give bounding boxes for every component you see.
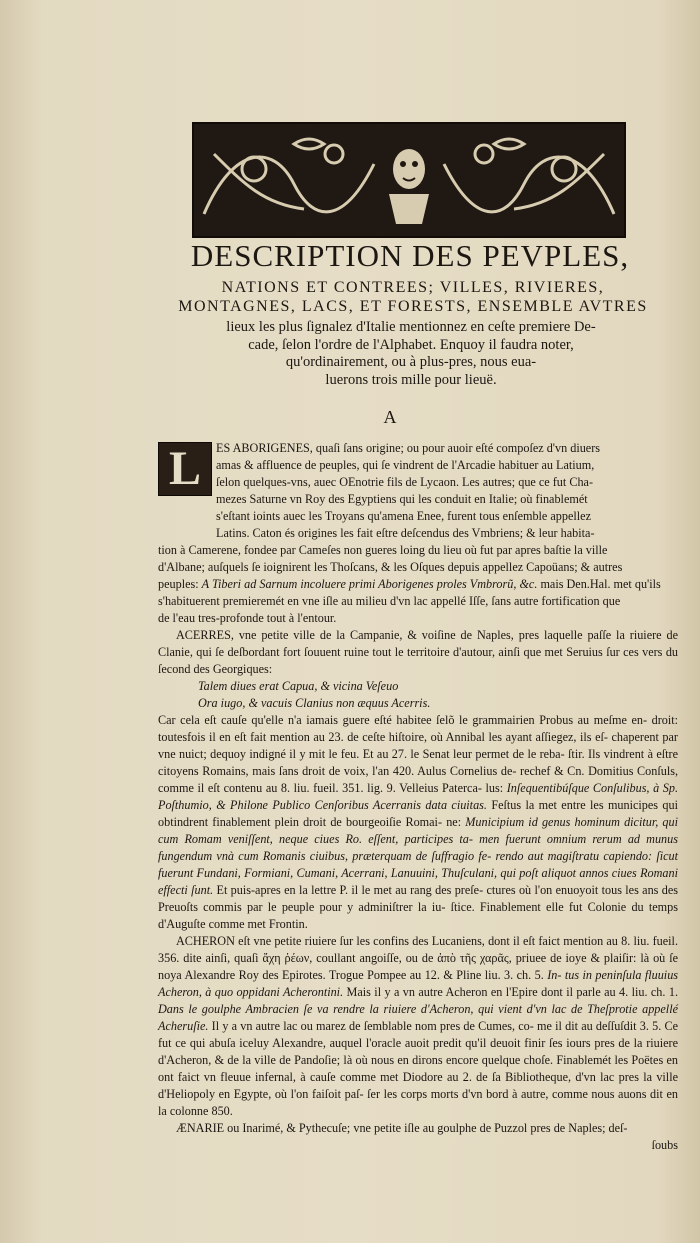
text-line: Latins. Caton és origines les fait eſtre deſcendus des Vmbriens; & leur habita- bbox=[216, 526, 595, 540]
text-line: ÆNARIE ou Inarimé, & Pythecuſe; vne petite iſle au goulphe de Puzzol pres de Naples; deſ- bbox=[176, 1121, 628, 1135]
entry-aenarie bbox=[158, 1120, 678, 1137]
text-line: d'Albane; auſquels ſe ioignirent les Thoſcans, & les Oſques depuis appellez Capoüans; & autres bbox=[158, 560, 623, 574]
text-span: Mais il y a vn autre Acheron en l'Epire bbox=[346, 985, 538, 999]
intro-paragraph bbox=[206, 319, 616, 389]
text-span: ne: bbox=[446, 815, 462, 829]
text-line: ſer les corps morts d'vn bord à autre, comme nous auons dit en la colonne 850. bbox=[158, 1087, 678, 1118]
text-span: Et puis-apres en la lettre P. il le met au rang des preſe- bbox=[216, 883, 484, 897]
intro-line: luerons trois mille pour lieuë. bbox=[325, 371, 497, 388]
text-line: ACHERON eſt vne petite riuiere ſur les confins des Lucaniens, dont il eſt faict mention au 8. liu. bbox=[176, 934, 650, 948]
body-text bbox=[158, 440, 678, 1154]
text-span: Il y a vn autre lac ou marez de ſemblable nom pres de Cumes, co- bbox=[211, 1019, 534, 1033]
entry-acheron bbox=[158, 933, 678, 1120]
catchword: ſoubs bbox=[651, 1138, 678, 1152]
text-line: droit: toutesfois il en eſt fait mention au 23. de ceſte hiſtoire, où Annibal les ayant aſſiegez, ils eſ- bbox=[158, 713, 679, 744]
text-line: ACERRES, vne petite ville de la Campanie, & voiſine de Naples, pres laquelle paſſe la riuiere bbox=[176, 628, 662, 642]
latin-quote: Inſequentibúſque Conſulibus, à Sp. Poſthumio, & Philone Publico Cenſoribus Acerranis data ciuitas. bbox=[158, 781, 679, 812]
text-span: mais Den.Hal. met qu'ils bbox=[540, 577, 661, 591]
text-line: s'habituerent premieremét en vne iſle au milieu d'vn lac appellé Iſſe, ſans autre fortification que bbox=[158, 594, 621, 608]
text-line: fueil. 356. dite ainſi, quaſi ἄχη ῥέων, coullant angoiſſe, ou de ἀπὸ τῆς χαρᾶς, priuee de ioye & bbox=[158, 934, 678, 965]
intro-line: lieux les plus ſignalez d'Italie mentionnez en ceſte premiere De- bbox=[226, 319, 596, 335]
latin-quote: Municipium id genus hominum dicitur, qui cum Romam veniſſent, neque ciues Ro. eſſent, participes ta- bbox=[158, 815, 679, 846]
text-span: peuples: bbox=[158, 577, 199, 591]
text-line: ES ABORIGENES, quaſi ſans origine; ou pour auoir eſté compoſez d'vn diuers bbox=[216, 441, 601, 455]
latin-quote: rendo aut magiſtratu capiendo: ſicut fuerunt Fundani, Formiani, Cumani, Acerrani, Lanuuini, Thuſculani, bbox=[158, 849, 678, 880]
text-line: de Clanie, qui ſe deſbordant fort ſouuent ruine tout le territoire d'autour, ainſi que met Seruius bbox=[158, 628, 679, 659]
text-line: ſelon quelques-vns, auec OEnotrie fils de Lycaon. Les autres; que ce fut Cha- bbox=[216, 475, 594, 489]
text-line: amas & affluence de peuples, qui ſe vindrent de l'Arcadie habituer au Latium, bbox=[216, 458, 595, 472]
italic-quote: lac de Theſprotie appellé Acheruſie. bbox=[158, 1002, 678, 1033]
text-line: mezes Saturne vn Roy des Egyptiens qui les conduit en Italie; où finablemét bbox=[216, 492, 588, 506]
subtitle-line: NATIONS ET CONTREES; VILLES, RIVIERES, bbox=[221, 279, 605, 296]
latin-quote: In- bbox=[547, 968, 562, 982]
subtitle-line: MONTAGNES, LACS, ET FORESTS, ENSEMBLE AVTRES bbox=[178, 298, 648, 315]
text-line: rechef & Cn. Domitius Conſuls, comme il eſt contenu au 8. liu. fueil. 351. lig. 9. Velleius Paterca- bbox=[158, 764, 679, 795]
text-line: ſtice. Finablement elle fut Colonie du temps d'Auguſte comme met Frontin. bbox=[158, 900, 678, 931]
verse-line: Ora iugo, & vacuis Clanius non æquus Acerris. bbox=[198, 696, 431, 710]
text-line: encore quelque choſe. Finablemét les Poëtes en ont faict vn fleuue infernal, à cauſe comme met bbox=[158, 1053, 679, 1084]
verse-quote bbox=[158, 678, 678, 712]
entry-aborigenes bbox=[158, 440, 678, 627]
latin-quote: A Tiberi ad Sarnum incoluere primi Aborigenes proles Vmbrorũ, &c. bbox=[201, 577, 538, 591]
text-span: dont il parle au 4. liu. ch. 1. bbox=[541, 985, 678, 999]
subtitle bbox=[168, 278, 658, 316]
verse-line: Talem diues erat Capua, & vicina Veſeuo bbox=[198, 679, 399, 693]
latin-quote: tus in peninſula fluuius Acheron, à quo oppidani Acherontini. bbox=[158, 968, 679, 999]
text-line: chaperent par vne nuict; dequoy indigné il y mit le feu. Et au 27. le Senat leur permet de le reba- bbox=[158, 730, 678, 761]
text-span: lus: bbox=[485, 781, 504, 795]
entry-acerres-continued bbox=[158, 712, 678, 933]
floral-ornament-icon bbox=[194, 124, 624, 236]
text-line: ſtir. Ils vindrent à eſtre citoyens Romains, mais ſans droit de voix, l'an 420. Aulus Cornelius de- bbox=[158, 747, 679, 778]
catchword-line bbox=[158, 1137, 678, 1154]
latin-quote: men fuerunt omnium rerum ad munus fungendum vnà cum Romanis ciuibus, præterquam de ſuffragio fe- bbox=[158, 832, 678, 863]
text-line: de l'eau tres-profonde tout à l'entour. bbox=[158, 611, 337, 625]
latin-quote: qui poſt aliquot annos ciues Romani effecti ſunt. bbox=[158, 866, 678, 897]
text-line: ſur ces vers du ſecond des Georgiques: bbox=[158, 645, 679, 676]
section-letter: A bbox=[383, 407, 397, 427]
floral-headpiece-ornament bbox=[192, 122, 626, 238]
page-title: DESCRIPTION DES PEVPLES, bbox=[190, 238, 630, 273]
text-line: Car cela eſt cauſe qu'elle n'a iamais guere eſté habitee ſelõ le grammairien Probus au meſme en- bbox=[158, 713, 648, 727]
text-line: ctures où l'on enuoyoit tous les ans des Preuoſts commis par le peuple pour y adminiſtrer la iu- bbox=[158, 883, 679, 914]
intro-line: qu'ordinairement, ou à plus-pres, nous eua- bbox=[285, 354, 537, 370]
entry-acerres bbox=[158, 627, 678, 678]
text-span: plaiſir: là où ſe noya Alexandre Roy des Epirotes. Trogue Pompee au 12. & Pline liu. 3. ch. 5. bbox=[158, 951, 678, 982]
italic-quote: Dans le goulphe Ambracien ſe va rendre la riuiere d'Acheron, qui vient d'vn bbox=[158, 1002, 547, 1016]
text-line: Diodore au 2. de ſa Bibliotheque, d'vn lac pres la ville d'Heliopoly en Egypte, où l'on faiſoit paſ- bbox=[158, 1070, 678, 1101]
dropcap-letter: L bbox=[168, 442, 201, 495]
text-line: Feſtus la met entre les municipes qui obtindrent finablement plein droit de bourgeoiſie Romai- bbox=[158, 798, 678, 829]
text-line: s'eſtant ioints auec les Troyans qu'amena Enee, furent tous enſemble appellez bbox=[216, 509, 591, 523]
text-line: tion à Camerene, fondee par Cameſes non gueres loing du lieu où fut par apres baſtie la ville bbox=[158, 543, 608, 557]
text-line: deuoit finir ſes iours pres de la riuiere d'Acheron, & de la ville de Pandoſie; là où nous en dirons bbox=[158, 1036, 678, 1067]
intro-line: cade, ſelon l'ordre de l'Alphabet. Enquoy il faudra noter, bbox=[248, 336, 574, 353]
text-line: me il dit au deſſuſdit 3. 5. Ce fut ce qui abuſa iceluy Alexandre, auquel l'oracle auoit predit qu'il bbox=[158, 1019, 679, 1050]
text-line bbox=[158, 576, 678, 593]
